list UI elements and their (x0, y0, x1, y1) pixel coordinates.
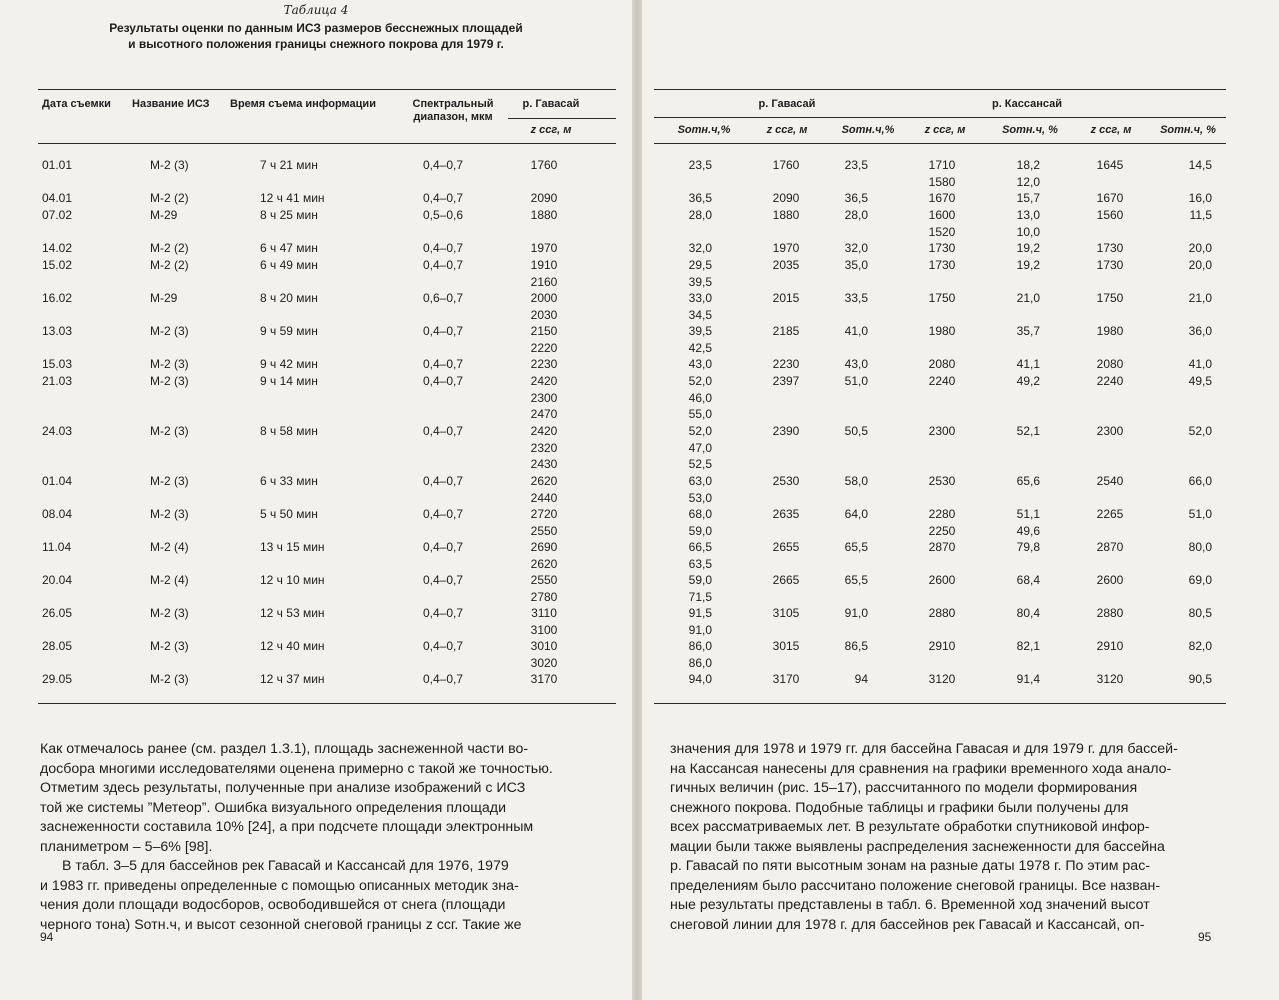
cell-gavasai-s-method2: 94 (854, 672, 868, 686)
cell-time: 13 ч 15 мин (260, 540, 325, 554)
cell-kassansai-z2: 2265 (1096, 507, 1124, 521)
cell-kassansai-s1: 52,1 (1016, 424, 1040, 438)
cell-kassansai-s2: 80,5 (1188, 606, 1212, 620)
header-s-1: Sотн.ч,% (677, 124, 731, 136)
cell-time: 9 ч 42 мин (260, 357, 318, 371)
cell-kassansai-s1: 19,2 (1016, 241, 1040, 255)
cell-z: 2620 (530, 474, 558, 488)
cell-kassansai-s1: 13,0 (1016, 208, 1040, 222)
cell-z: 2420 (530, 424, 558, 438)
cell-range: 0,4–0,7 (422, 606, 464, 620)
cell-kassansai-s1: 91,4 (1016, 672, 1040, 686)
cell-time: 8 ч 58 мин (260, 424, 318, 438)
cell-kassansai-z1: 2250 (928, 523, 956, 538)
cell-gavasai-z: 2530 (772, 474, 800, 488)
header-range (398, 98, 508, 124)
cell-satellite: М-2 (4) (150, 573, 189, 587)
cell-z: 1910 (530, 258, 558, 272)
cell-kassansai-z2: 2240 (1096, 374, 1124, 388)
cell-satellite: М-2 (4) (150, 540, 189, 554)
table-header-rule (38, 143, 616, 144)
cell-kassansai-z1: 2280 (928, 507, 956, 521)
cell-gavasai-s-method1: 71,5 (688, 589, 712, 604)
cell-z: 2000 (530, 291, 558, 305)
cell-z: 2620 (530, 556, 558, 571)
header-s-4: Sотн.ч, % (1160, 124, 1216, 136)
right-table-header-rule (654, 143, 1226, 144)
cell-gavasai-s-method2: 36,5 (844, 191, 868, 205)
cell-gavasai-s-method1: 55,0 (688, 407, 712, 421)
paragraph-line: и 1983 гг. приведены определенные с помощью описанных методик зна- (40, 877, 519, 894)
header-z-2: z ссг, м (924, 124, 966, 136)
cell-z: 2220 (530, 340, 558, 355)
cell-time: 6 ч 33 мин (260, 474, 318, 488)
header-date: Дата съемки (42, 98, 111, 110)
cell-kassansai-z2: 2540 (1096, 474, 1124, 488)
cell-kassansai-z1: 2080 (928, 357, 956, 371)
cell-gavasai-s-method2: 64,0 (844, 507, 868, 521)
cell-gavasai-s-method2: 35,0 (844, 258, 868, 272)
header-z: z ссг, м (530, 124, 572, 136)
cell-gavasai-s-method1: 91,5 (688, 606, 712, 620)
cell-satellite: М-29 (150, 291, 178, 305)
cell-time: 5 ч 50 мин (260, 507, 318, 521)
cell-kassansai-s2: 52,0 (1188, 424, 1212, 438)
cell-z: 2150 (530, 324, 558, 338)
cell-gavasai-s-method2: 91,0 (844, 606, 868, 620)
paragraph-line: планиметром – 5–6% [98]. (40, 838, 213, 855)
cell-gavasai-s-method2: 50,5 (844, 424, 868, 438)
right-header-sub-rule (654, 117, 1226, 118)
cell-satellite: М-2 (3) (150, 324, 189, 338)
cell-kassansai-z2: 1730 (1096, 258, 1124, 272)
cell-gavasai-s-method2: 58,0 (844, 474, 868, 488)
cell-gavasai-s-method1: 36,5 (688, 191, 712, 205)
cell-gavasai-z: 3015 (772, 639, 800, 653)
cell-time: 8 ч 25 мин (260, 208, 318, 222)
cell-kassansai-z1: 2530 (928, 474, 956, 488)
paragraph-line: мации были также выявлены распределения заснеженности для бассейна (670, 838, 1165, 855)
cell-gavasai-s-method1: 47,0 (688, 440, 712, 455)
cell-range: 0,4–0,7 (422, 540, 464, 554)
cell-z: 2320 (530, 440, 558, 455)
cell-gavasai-s-method1: 43,0 (688, 357, 712, 371)
cell-gavasai-z: 2035 (772, 258, 800, 272)
cell-time: 12 ч 41 мин (260, 191, 325, 205)
paragraph-line: заснеженности составила 10% [24], а при подсчете площади электронным (40, 819, 534, 835)
cell-z: 1760 (530, 158, 558, 172)
cell-gavasai-s-method1: 52,0 (688, 424, 712, 438)
cell-range: 0,4–0,7 (422, 639, 464, 653)
header-z-3: z ссг, м (1090, 124, 1132, 136)
cell-kassansai-s1: 12,0 (1016, 174, 1040, 189)
cell-kassansai-s2: 51,0 (1188, 507, 1212, 521)
cell-gavasai-z: 2655 (772, 540, 800, 554)
cell-gavasai-z: 1760 (772, 158, 800, 172)
cell-date: 16.02 (42, 291, 73, 305)
cell-kassansai-s2: 80,0 (1188, 540, 1212, 554)
cell-z: 3020 (530, 655, 558, 670)
cell-gavasai-z: 2635 (772, 507, 800, 521)
cell-time: 7 ч 21 мин (260, 158, 318, 172)
cell-kassansai-z2: 2300 (1096, 424, 1124, 438)
cell-z: 2420 (530, 374, 558, 388)
left-page (0, 0, 632, 1000)
header-range-line-1: Спектральный (412, 98, 494, 110)
cell-kassansai-s2: 36,0 (1188, 324, 1212, 338)
cell-kassansai-s2: 49,5 (1188, 374, 1212, 388)
cell-z: 2160 (530, 274, 558, 289)
header-range-line-2: диапазон, мкм (413, 111, 493, 123)
cell-time: 6 ч 49 мин (260, 258, 318, 272)
cell-z: 2720 (530, 507, 558, 521)
cell-satellite: М-2 (2) (150, 191, 189, 205)
cell-satellite: М-2 (3) (150, 374, 189, 388)
cell-kassansai-z2: 1670 (1096, 191, 1124, 205)
cell-time: 12 ч 53 мин (260, 606, 325, 620)
cell-satellite: М-2 (3) (150, 507, 189, 521)
cell-gavasai-z: 2390 (772, 424, 800, 438)
cell-date: 26.05 (42, 606, 73, 620)
paragraph-line: на Кассансая нанесены для сравнения на графики временного хода анало- (670, 760, 1172, 777)
cell-gavasai-s-method1: 33,0 (688, 291, 712, 305)
cell-time: 8 ч 20 мин (260, 291, 318, 305)
book-gutter (632, 0, 642, 1000)
cell-z: 2780 (530, 589, 558, 604)
cell-satellite: М-2 (3) (150, 158, 189, 172)
header-sub-rule (508, 118, 616, 119)
cell-gavasai-s-method1: 46,0 (688, 390, 712, 405)
cell-gavasai-s-method2: 28,0 (844, 208, 868, 222)
cell-gavasai-s-method1: 66,5 (688, 540, 712, 554)
cell-range: 0,4–0,7 (422, 474, 464, 488)
cell-range: 0,4–0,7 (422, 573, 464, 587)
cell-kassansai-s1: 18,2 (1016, 158, 1040, 172)
cell-z: 2690 (530, 540, 558, 554)
cell-z: 3010 (530, 639, 558, 653)
cell-gavasai-z: 2230 (772, 357, 800, 371)
cell-kassansai-s1: 21,0 (1016, 291, 1040, 305)
cell-kassansai-z2: 2600 (1096, 573, 1124, 587)
page-number-left: 94 (40, 930, 54, 944)
cell-kassansai-z1: 2870 (928, 540, 956, 554)
cell-range: 0,4–0,7 (422, 324, 464, 338)
cell-satellite: М-2 (3) (150, 672, 189, 686)
cell-gavasai-s-method2: 43,0 (844, 357, 868, 371)
cell-date: 01.01 (42, 158, 73, 172)
cell-date: 01.04 (42, 474, 73, 488)
cell-gavasai-s-method2: 51,0 (844, 374, 868, 388)
cell-gavasai-s-method1: 32,0 (688, 241, 712, 255)
cell-gavasai-s-method1: 52,5 (688, 457, 712, 471)
cell-kassansai-z1: 2240 (928, 374, 956, 388)
cell-kassansai-s1: 10,0 (1016, 224, 1040, 239)
cell-kassansai-s2: 20,0 (1188, 241, 1212, 255)
header-satellite: Название ИСЗ (132, 98, 210, 110)
header-gavasai: р. Гавасай (758, 98, 816, 110)
cell-gavasai-z: 2397 (772, 374, 800, 388)
paragraph-line: снеговой линии для 1978 г. для бассейнов рек Гавасай и Кассансай, оп- (670, 916, 1145, 933)
cell-satellite: М-29 (150, 208, 178, 222)
cell-time: 12 ч 37 мин (260, 672, 325, 686)
cell-gavasai-s-method1: 39,5 (688, 324, 712, 338)
cell-kassansai-z1: 1670 (928, 191, 956, 205)
header-s-3: Sотн.ч, % (1002, 124, 1058, 136)
cell-kassansai-z2: 2080 (1096, 357, 1124, 371)
header-z-1: z ссг, м (766, 124, 808, 136)
cell-satellite: М-2 (3) (150, 639, 189, 653)
cell-kassansai-s1: 51,1 (1016, 507, 1040, 521)
cell-date: 21.03 (42, 374, 73, 388)
cell-kassansai-s1: 79,8 (1016, 540, 1040, 554)
cell-gavasai-s-method2: 23,5 (844, 158, 868, 172)
paragraph-line: Как отмечалось ранее (см. раздел 1.3.1), площадь заснеженной части во- (40, 741, 529, 757)
table-title-line-1: Результаты оценки по данным ИСЗ размеров бесснежных площадей (109, 21, 523, 35)
cell-date: 07.02 (42, 208, 73, 222)
cell-kassansai-z1: 1710 (928, 158, 956, 172)
cell-date: 04.01 (42, 191, 73, 205)
cell-gavasai-s-method1: 53,0 (688, 490, 712, 505)
cell-gavasai-s-method1: 68,0 (688, 507, 712, 521)
cell-kassansai-s1: 19,2 (1016, 258, 1040, 272)
cell-satellite: М-2 (3) (150, 474, 189, 488)
header-time: Время съема информации (230, 98, 376, 110)
cell-kassansai-z1: 2600 (928, 573, 956, 587)
cell-gavasai-s-method1: 42,5 (688, 340, 712, 355)
cell-time: 6 ч 47 мин (260, 241, 318, 255)
cell-satellite: М-2 (2) (150, 241, 189, 255)
cell-range: 0,4–0,7 (422, 374, 464, 388)
cell-gavasai-s-method2: 33,5 (844, 291, 868, 305)
cell-satellite: М-2 (2) (150, 258, 189, 272)
cell-z: 3110 (531, 606, 557, 620)
cell-date: 15.03 (42, 357, 73, 371)
right-page (642, 0, 1279, 1000)
paragraph-line: р. Гавасай по пяти высотным зонам на разные даты 1978 г. По этим рас- (670, 858, 1151, 874)
cell-gavasai-s-method2: 65,5 (844, 540, 868, 554)
cell-kassansai-z1: 1580 (928, 174, 956, 189)
cell-range: 0,4–0,7 (422, 258, 464, 272)
table-top-rule (38, 89, 616, 90)
cell-gavasai-z: 2665 (772, 573, 800, 587)
cell-kassansai-s2: 90,5 (1188, 672, 1212, 686)
cell-kassansai-z1: 2880 (928, 606, 956, 620)
cell-kassansai-z1: 1980 (928, 324, 956, 338)
cell-kassansai-s2: 14,5 (1188, 158, 1212, 172)
paragraph-line: В табл. 3–5 для бассейнов рек Гавасай и Кассансай для 1976, 1979 (62, 858, 509, 874)
cell-kassansai-z2: 1730 (1096, 241, 1124, 255)
cell-gavasai-s-method1: 28,0 (688, 208, 712, 222)
cell-kassansai-z2: 1750 (1096, 291, 1124, 305)
cell-gavasai-z: 3170 (772, 672, 800, 686)
cell-z: 2440 (530, 490, 558, 505)
cell-range: 0,4–0,7 (422, 241, 464, 255)
cell-time: 9 ч 14 мин (260, 374, 318, 388)
cell-date: 20.04 (42, 573, 73, 587)
cell-kassansai-s1: 35,7 (1016, 324, 1040, 338)
cell-gavasai-z: 3105 (772, 606, 800, 620)
cell-range: 0,4–0,7 (422, 672, 464, 686)
cell-gavasai-s-method2: 65,5 (844, 573, 868, 587)
cell-date: 15.02 (42, 258, 73, 272)
cell-kassansai-z1: 1750 (928, 291, 956, 305)
paragraph-line: всех рассматриваемых лет. В результате обработки спутниковой инфор- (670, 819, 1150, 835)
cell-gavasai-s-method1: 59,0 (688, 523, 712, 538)
cell-date: 14.02 (42, 241, 73, 255)
cell-z: 2090 (530, 191, 558, 205)
paragraph-line: снежного покрова. Подобные таблицы и графики были получены для (670, 799, 1129, 816)
cell-gavasai-s-method1: 91,0 (688, 622, 712, 637)
cell-satellite: М-2 (3) (150, 357, 189, 371)
paragraph-line: черного тона) Sотн.ч, и высот сезонной снеговой границы z ссг. Такие же (40, 916, 522, 933)
cell-kassansai-s1: 41,1 (1016, 357, 1040, 371)
paragraph-line: гичных величин (рис. 15–17), рассчитанного по модели формирования (670, 780, 1138, 796)
cell-gavasai-z: 2185 (772, 324, 800, 338)
cell-gavasai-s-method1: 34,5 (688, 307, 712, 322)
right-table-bottom-rule (654, 703, 1226, 704)
cell-time: 9 ч 59 мин (260, 324, 318, 338)
cell-satellite: М-2 (3) (150, 424, 189, 438)
cell-z: 2470 (530, 407, 558, 421)
paragraph-line: Отметим здесь результаты, полученные при анализе изображений с ИСЗ (40, 780, 526, 796)
cell-z: 1880 (530, 208, 558, 222)
paragraph-line: той же системы ”Метеор”. Ошибка визуального определения площади (40, 799, 507, 816)
right-table-top-rule (654, 89, 1226, 90)
cell-gavasai-z: 1880 (772, 208, 800, 222)
cell-time: 12 ч 10 мин (260, 573, 325, 587)
cell-gavasai-s-method1: 86,0 (688, 655, 712, 670)
cell-kassansai-s2: 21,0 (1188, 291, 1212, 305)
header-s-2: Sотн.ч,% (841, 124, 895, 136)
paragraph-line: чения доли площади водосборов, освободившейся от снега (площади (40, 897, 506, 913)
cell-z: 2300 (530, 390, 558, 405)
paragraph-line: значения для 1978 и 1979 гг. для бассейна Гавасая и для 1979 г. для бассей- (670, 741, 1178, 757)
cell-gavasai-s-method1: 39,5 (688, 274, 712, 289)
table-bottom-rule (38, 703, 616, 704)
cell-date: 08.04 (42, 507, 73, 521)
cell-kassansai-z1: 3120 (928, 672, 956, 686)
cell-kassansai-z1: 1520 (928, 224, 956, 239)
table-title-line-2: и высотного положения границы снежного покрова для 1979 г. (128, 37, 504, 51)
cell-kassansai-z1: 1730 (928, 241, 956, 255)
paragraph-line: пределениям было рассчитано положение снеговой границы. Все назван- (670, 877, 1161, 894)
cell-gavasai-s-method2: 41,0 (844, 324, 868, 338)
header-kassansai: р. Кассансай (991, 98, 1063, 110)
cell-range: 0,4–0,7 (422, 357, 464, 371)
cell-kassansai-s2: 82,0 (1188, 639, 1212, 653)
cell-kassansai-z2: 2880 (1096, 606, 1124, 620)
cell-date: 24.03 (42, 424, 73, 438)
paragraph-line: досбора многими исследователями оценена примерно с такой же точностью. (40, 760, 553, 777)
cell-kassansai-s1: 82,1 (1016, 639, 1040, 653)
cell-range: 0,4–0,7 (422, 158, 464, 172)
cell-z: 3170 (530, 672, 558, 686)
cell-gavasai-s-method2: 32,0 (844, 241, 868, 255)
cell-z: 2030 (530, 307, 558, 322)
cell-kassansai-z1: 2910 (928, 639, 956, 653)
cell-z: 2550 (530, 523, 558, 538)
cell-gavasai-s-method1: 94,0 (688, 672, 712, 686)
cell-kassansai-s2: 20,0 (1188, 258, 1212, 272)
cell-kassansai-s1: 49,6 (1016, 523, 1040, 538)
table-title (40, 20, 592, 52)
cell-range: 0,4–0,7 (422, 191, 464, 205)
cell-kassansai-s2: 69,0 (1188, 573, 1212, 587)
cell-range: 0,4–0,7 (422, 507, 464, 521)
cell-gavasai-s-method1: 63,0 (688, 474, 712, 488)
cell-date: 13.03 (42, 324, 73, 338)
cell-gavasai-s-method1: 29,5 (688, 258, 712, 272)
cell-z: 2230 (530, 357, 558, 371)
cell-kassansai-z1: 1730 (928, 258, 956, 272)
cell-z: 3100 (530, 622, 558, 637)
cell-kassansai-s2: 66,0 (1188, 474, 1212, 488)
cell-gavasai-s-method1: 23,5 (688, 158, 712, 172)
cell-satellite: М-2 (3) (150, 606, 189, 620)
cell-kassansai-z2: 1645 (1096, 158, 1124, 172)
cell-z: 2430 (530, 457, 558, 471)
cell-gavasai-s-method1: 52,0 (688, 374, 712, 388)
cell-kassansai-s1: 15,7 (1016, 191, 1040, 205)
cell-gavasai-z: 2015 (772, 291, 800, 305)
left-paragraph (40, 740, 595, 935)
cell-gavasai-z: 1970 (772, 241, 800, 255)
page-number-right: 95 (1198, 930, 1212, 944)
cell-kassansai-z2: 2910 (1096, 639, 1124, 653)
cell-gavasai-s-method2: 86,5 (844, 639, 868, 653)
cell-z: 2550 (530, 573, 558, 587)
cell-kassansai-s1: 80,4 (1016, 606, 1040, 620)
header-river-gavasai: р. Гавасай (522, 98, 580, 110)
cell-kassansai-s1: 49,2 (1016, 374, 1040, 388)
cell-kassansai-s1: 68,4 (1016, 573, 1040, 587)
cell-kassansai-z1: 1600 (928, 208, 956, 222)
cell-kassansai-z2: 3120 (1096, 672, 1124, 686)
cell-date: 11.04 (42, 540, 72, 554)
cell-kassansai-s2: 41,0 (1188, 357, 1212, 371)
right-paragraph (670, 740, 1222, 935)
cell-date: 28.05 (42, 639, 73, 653)
cell-kassansai-s1: 65,6 (1016, 474, 1040, 488)
cell-date: 29.05 (42, 672, 73, 686)
cell-gavasai-s-method1: 59,0 (688, 573, 712, 587)
paragraph-line: ные результаты представлены в табл. 6. Временной ход значений высот (670, 897, 1150, 913)
cell-kassansai-z2: 2870 (1096, 540, 1124, 554)
cell-range: 0,6–0,7 (422, 291, 464, 305)
cell-kassansai-z2: 1560 (1096, 208, 1124, 222)
cell-gavasai-s-method1: 86,0 (688, 639, 712, 653)
cell-kassansai-z2: 1980 (1096, 324, 1124, 338)
cell-range: 0,5–0,6 (422, 208, 464, 222)
cell-time: 12 ч 40 мин (260, 639, 325, 653)
cell-gavasai-s-method1: 63,5 (688, 556, 712, 571)
cell-gavasai-z: 2090 (772, 191, 800, 205)
cell-z: 1970 (530, 241, 558, 255)
cell-kassansai-s2: 16,0 (1188, 191, 1212, 205)
cell-range: 0,4–0,7 (422, 424, 464, 438)
table-number: Таблица 4 (283, 3, 349, 17)
cell-kassansai-s2: 11,5 (1189, 208, 1212, 222)
cell-kassansai-z1: 2300 (928, 424, 956, 438)
